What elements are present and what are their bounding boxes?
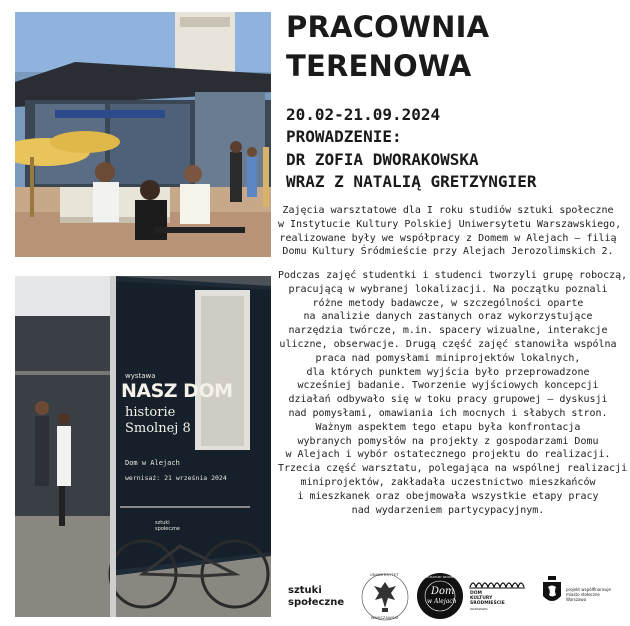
dom-w-alejach-logo (416, 572, 464, 620)
para2-line: i mieszkanek oraz obejmowała wszystkie etapy pracy (297, 490, 599, 502)
para2-line: Podczas zajęć studentki i studenci tworzyli grupę roboczą, (278, 270, 628, 281)
uw-bottom-text: WARSZAWSKI (371, 616, 399, 620)
workshop-photo (15, 12, 271, 257)
dks-line4: WARSZAWA (470, 607, 488, 611)
poster-subtitle2: Smolnej 8 (125, 421, 191, 436)
para2-line: różne metody badawcze, w szczególności oparte (312, 297, 584, 309)
title-line1: PRACOWNIA (286, 10, 490, 44)
cofinance-line1: projekt współfinansuje (566, 587, 611, 592)
sztuki-spoleczne-logo (288, 585, 348, 611)
poster-title: NASZ DOM (121, 380, 233, 402)
para2-line: działań odbywało się w toku pracy grupowej – dyskusji (288, 394, 608, 406)
para2-line: uliczne, obserwacje. Drugą część zajęć stanowiła wspólna (279, 338, 617, 350)
para2-line: dla których punktem wyjścia było przeprowadzone (306, 366, 590, 378)
poster-subtitle1: historie (125, 405, 176, 420)
sztuki-line2: społeczne (288, 597, 345, 608)
para2-line: pracującą w wybranej lokalizacji. Na początku poznali (288, 283, 608, 295)
poster-brand-line2: społeczne (155, 526, 180, 532)
para2-line: Ważnym aspektem tego etapu była konfrontacja (315, 421, 581, 433)
page-title (286, 8, 616, 86)
poster-opening: wernisaż: 21 września 2024 (125, 474, 227, 482)
poster-brand-line1: sztuki (155, 520, 170, 526)
uw-logo (360, 572, 410, 622)
dks-line3: ŚRÓDMIEŚCIE (470, 601, 505, 606)
arches-icon (468, 577, 526, 589)
para2-line: wybranych pomysłów na projekty z gospodarzami Domu (297, 435, 599, 447)
para1-line: w Instytucie Kultury Polskiej Uniwersytetu Warszawskiego, (278, 218, 622, 230)
dk-srodmiescie-logo (468, 574, 526, 620)
dom-top-text: DOM KULTURY ŚRÓDMIEŚCIE (422, 575, 463, 579)
para2-line: nad pomysłami, omawiania ich mocnych i słabych stron. (288, 407, 608, 419)
exhibition-poster-photo (15, 276, 271, 617)
para2-line: narzędzia twórcze, m.in. spacery wizualne, interakcje (288, 325, 608, 337)
dom-script2: w Alejach (427, 598, 457, 605)
para2-line: w Alejach i wybór ostatecznego projektu do realizacji. (285, 449, 611, 461)
sztuki-line1: sztuki (288, 585, 322, 596)
para1-line: realizowane były we współpracy z Domem w Alejach – filią (279, 232, 617, 244)
para1-line: Domu Kultury Śródmieście przy Alejach Jerozolimskich 2. (282, 246, 614, 258)
dom-script1: Dom (431, 586, 455, 597)
dks-line1: DOM (470, 591, 483, 596)
title-line2: TERENOWA (286, 49, 472, 83)
para2-line: miniprojektów, zakładała uczestnictwo mieszkańców (300, 476, 596, 488)
para1-line: Zajęcia warsztatowe dla I roku studiów sztuki społeczne (282, 205, 614, 216)
poster-brand (155, 520, 180, 532)
warszawa-crest-logo (541, 576, 621, 616)
uw-eagle-icon (360, 572, 410, 622)
warsaw-crest-icon (541, 576, 563, 608)
poster-venue: Dom w Alejach (125, 459, 180, 467)
dks-line2: KULTURY (470, 596, 493, 601)
para2-line: na analizie danych zastanych oraz wykorzystujące (303, 311, 593, 323)
description-paragraph (278, 269, 628, 517)
para2-line: Trzecia część warsztatu, polegająca na wspólnej realizacji (278, 463, 628, 475)
cofinance-line3: Warszawa (566, 597, 587, 602)
lead-name-2: WRAZ Z NATALIĄ GRETZYNGIER (286, 172, 537, 191)
para2-line: praca nad pomysłami miniprojektów lokalnych, (315, 352, 581, 364)
cofinance-line2: miasto stołeczne (566, 592, 600, 597)
dates: 20.02-21.09.2024 (286, 105, 441, 124)
uw-top-text: UNIWERSYTET (370, 573, 400, 577)
lead-name-1: DR ZOFIA DWORAKOWSKA (286, 150, 479, 169)
intro-paragraph (278, 204, 622, 259)
para2-line: nad wydarzeniem partycypacyjnym. (351, 504, 545, 516)
lead-label: PROWADZENIE: (286, 127, 402, 146)
poster-kicker: wystawa (125, 372, 156, 380)
para2-line: wcześniej badanie. Tworzenie wyjściowych koncepcji (297, 380, 599, 392)
